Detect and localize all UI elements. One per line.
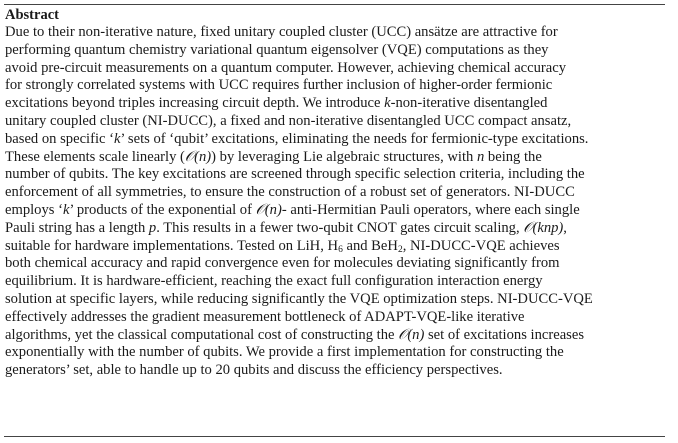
abstract-line bbox=[5, 255, 667, 273]
abstract-line bbox=[5, 60, 667, 78]
math-run: k bbox=[62, 201, 70, 218]
abstract-line bbox=[5, 238, 667, 256]
top-rule bbox=[4, 4, 665, 5]
abstract-line bbox=[5, 362, 667, 380]
bottom-rule bbox=[4, 436, 665, 437]
text-run: performing quantum chemistry variational quantum eigensolver (VQE) computations as they bbox=[5, 41, 549, 58]
text-run: excitations beyond triples increasing circuit depth. We introduce bbox=[5, 95, 385, 112]
abstract-line bbox=[5, 113, 667, 131]
text-run: . This results in a fewer two-qubit CNOT gates circuit scaling, bbox=[156, 219, 524, 236]
text-run: set of excitations increases bbox=[424, 326, 585, 343]
abstract-section bbox=[5, 6, 667, 380]
text-run: avoid pre-circuit measurements on a quantum computer. However, achieving chemical accuracy bbox=[5, 59, 567, 76]
text-run: ) by leveraging Lie algebraic structures, with bbox=[211, 148, 477, 165]
text-run: Due to their non-iterative nature, fixed unitary coupled cluster (UCC) ansätze are attractive for bbox=[5, 24, 558, 40]
text-run: ’ sets of ‘qubit’ excitations, eliminating the needs for fermionic-type excitations. bbox=[120, 130, 589, 147]
text-run: based on specific ‘ bbox=[5, 130, 115, 147]
text-run: suitable for hardware implementations. Tested on LiH, H bbox=[5, 237, 339, 254]
text-run: Pauli string has a length bbox=[5, 219, 149, 236]
subscript-run: 6 bbox=[338, 244, 343, 255]
text-run: solution at specific layers, while reducing significantly the VQE optimization steps. NI-DUCC-VQE bbox=[5, 290, 593, 307]
abstract-line bbox=[5, 77, 667, 95]
abstract-heading: Abstract bbox=[5, 7, 59, 23]
text-run: These elements scale linearly ( bbox=[5, 148, 185, 165]
math-run: 𝒪(n) bbox=[184, 148, 212, 165]
text-run: both chemical accuracy and rapid convergence even for molecules deviating significantly from bbox=[5, 255, 560, 272]
abstract-line bbox=[5, 291, 667, 309]
text-run: ’ products of the exponential of bbox=[69, 201, 256, 218]
text-run: for strongly correlated systems with UCC requires further inclusion of higher-order fermionic bbox=[5, 77, 553, 94]
text-run: being the bbox=[484, 148, 542, 165]
abstract-line bbox=[5, 42, 667, 60]
text-run: equilibrium. It is hardware-efficient, reaching the exact full configuration interaction energy bbox=[5, 273, 543, 290]
abstract-line bbox=[5, 220, 667, 238]
abstract-line bbox=[5, 95, 667, 113]
text-run: -non-iterative disentangled bbox=[390, 95, 548, 112]
text-run: , NI-DUCC-VQE achieves bbox=[402, 237, 560, 254]
abstract-line bbox=[5, 149, 667, 167]
math-run: k bbox=[384, 95, 391, 112]
text-run: , bbox=[563, 219, 567, 236]
math-run: 𝒪(n) bbox=[398, 326, 425, 343]
math-run: 𝒪(n) bbox=[255, 201, 282, 218]
abstract-body bbox=[5, 24, 667, 380]
text-run: algorithms, yet the classical computational cost of constructing the bbox=[5, 326, 399, 343]
abstract-line bbox=[5, 166, 667, 184]
math-run: k bbox=[114, 130, 121, 147]
text-run: enforcement of all symmetries, to ensure the construction of a robust set of generators. NI-DUCC bbox=[5, 184, 575, 201]
abstract-line bbox=[5, 273, 667, 291]
abstract-line bbox=[5, 24, 667, 42]
text-run: exponentially with the number of qubits. We provide a first implementation for constructing the bbox=[5, 344, 564, 361]
text-run: unitary coupled cluster (NI-DUCC), a fixed and non-iterative disentangled UCC compact ansatz, bbox=[5, 112, 572, 129]
math-run: p bbox=[148, 219, 157, 236]
math-run: n bbox=[476, 148, 485, 165]
abstract-line bbox=[5, 309, 667, 327]
text-run: - anti-Hermitian Pauli operators, where each single bbox=[281, 201, 580, 218]
abstract-line bbox=[5, 327, 667, 345]
abstract-line bbox=[5, 202, 667, 220]
math-run: 𝒪(knp) bbox=[523, 219, 564, 236]
text-run: effectively addresses the gradient measurement bottleneck of ADAPT-VQE-like iterative bbox=[5, 308, 525, 325]
abstract-line bbox=[5, 184, 667, 202]
abstract-line bbox=[5, 344, 667, 362]
text-run: and BeH bbox=[342, 237, 398, 254]
abstract-line bbox=[5, 131, 667, 149]
text-run: generators’ set, able to handle up to 20 qubits and discuss the efficiency perspectives. bbox=[5, 362, 503, 379]
text-run: employs ‘ bbox=[5, 201, 63, 218]
text-run: number of qubits. The key excitations are screened through specific selection criteria, including the bbox=[5, 166, 585, 183]
subscript-run: 2 bbox=[397, 244, 403, 255]
